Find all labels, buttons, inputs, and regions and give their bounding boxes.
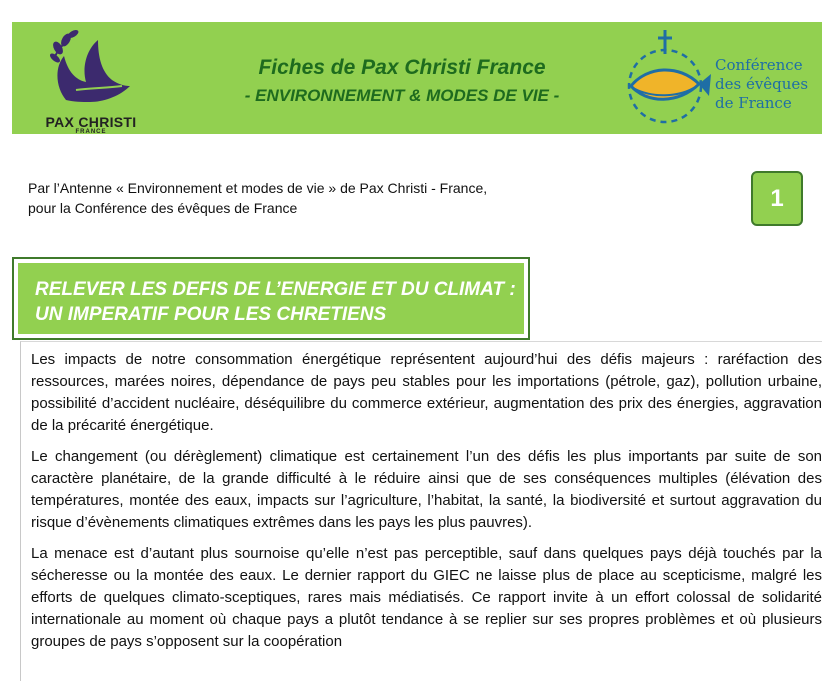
paragraph: Le changement (ou dérèglement) climatique est certainement l’un des défis les plus importants par suite de son caractère planétaire, de la grande difficulté à le réduire ainsi que de ses conséquences multiples (élévation des températures, montée des eaux, impacts sur l’agriculture, l’habitat, la santé, la biodiversité et surtout aggravation du risque d’évènements climatiques extrêmes dans les pays les plus pauvres).: [31, 448, 822, 531]
author-line-2: pour la Conférence des évêques de France: [28, 200, 298, 216]
paragraph: Les impacts de notre consommation énergétique représentent aujourd’hui des défis majeurs : raréfaction des ressources, marées noires, dépendance de pays peu stables pour les importations (pétrole, gaz), pollution urbaine, possibilité d’accident nucléaire, déséquilibre du commerce extérieur, augmentation des prix des énergies, aggravation de la précarité énergétique.: [31, 351, 822, 434]
sheet-number-badge: 1: [751, 171, 803, 226]
cef-logo: [617, 26, 817, 130]
section-heading-box: [12, 257, 530, 340]
page-subtitle: - ENVIRONNEMENT & MODES DE VIE -: [244, 86, 560, 105]
cef-line-1: Conférence: [715, 56, 803, 74]
page-title: Fiches de Pax Christi France: [258, 56, 546, 79]
paragraph: La menace est d’autant plus sournoise qu’elle n’est pas perceptible, sauf dans quelques pays déjà touchés par la sécheresse ou la montée des eaux. Le dernier rapport du GIEC ne laisse plus de place au scepticisme, malgré les efforts de quelques climato-sceptiques, rares mais médiatisés. Ce rapport invite à un effort colossal de solidarité internationale au moment où chaque pays a plutôt tendance à se replier sur ses propres problèmes et où plusieurs groupes de pays s’opposent sur la coopération: [31, 545, 822, 650]
cef-line-3: de France: [715, 94, 792, 112]
body-text: [20, 341, 822, 681]
pax-christi-name: PAX CHRISTI: [45, 114, 137, 130]
header-band: [12, 22, 822, 134]
cef-name: [715, 56, 808, 113]
pax-christi-logo: [26, 28, 156, 135]
author-line-1: Par l’Antenne « Environnement et modes de vie » de Pax Christi - France,: [28, 180, 488, 196]
section-title: [35, 277, 516, 327]
section-heading-fill: [18, 263, 524, 334]
cross-fish-icon: [617, 26, 717, 130]
pax-christi-country: FRANCE: [75, 129, 107, 135]
author-credit: [28, 178, 487, 218]
cef-line-2: des évêques: [715, 75, 809, 93]
section-title-line-2: UN IMPERATIF POUR LES CHRETIENS: [35, 304, 387, 325]
dove-icon: [46, 28, 136, 112]
section-title-line-1: RELEVER LES DEFIS DE L’ENERGIE ET DU CLIMAT :: [35, 279, 516, 300]
